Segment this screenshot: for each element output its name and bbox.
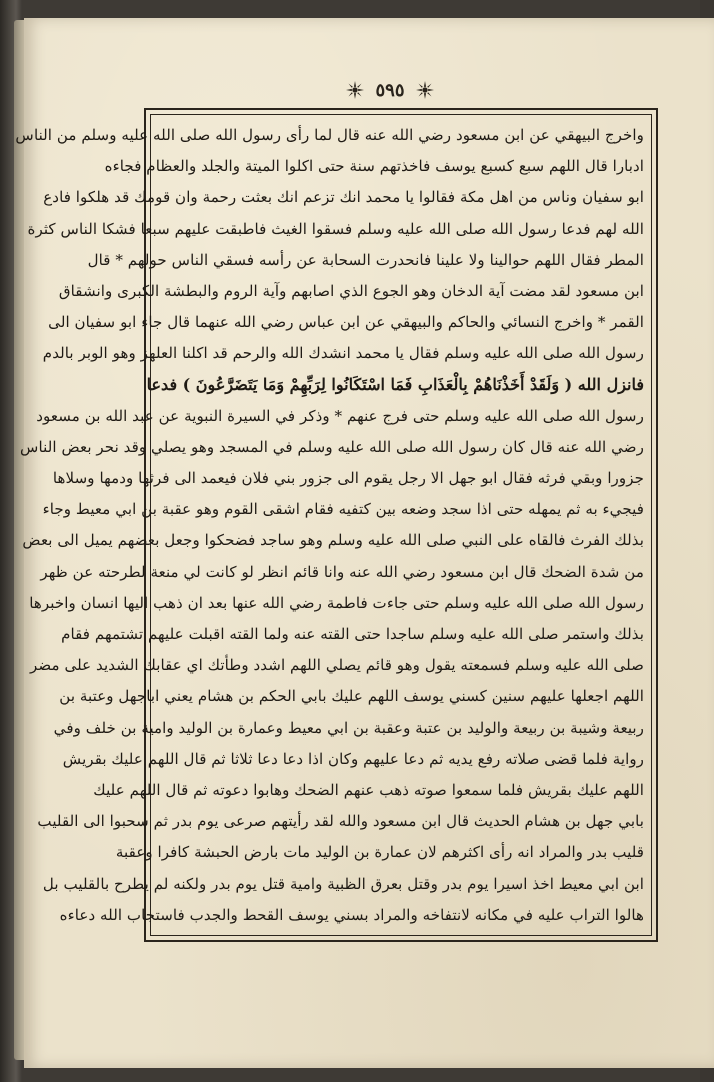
text-line: هالوا التراب عليه في مكانه لانتفاخه والمراد بسني يوسف القحط والجدب فاستجاب الله دعاءه	[59, 905, 644, 924]
text-line: رواية فلما قضى صلاته رفع يديه ثم دعا عليهم وكان اذا دعا دعا ثلاثا ثم قال اللهم عليك بقريش	[62, 749, 644, 768]
page-header	[330, 76, 450, 104]
text-line: ابن ابي معيط اخذ اسيرا يوم بدر وقتل بعرق الظبية وامية قتل يوم بدر ولكنه لم يطرح بالقليب بل	[42, 874, 644, 893]
text-line: ادبارا قال اللهم سبع كسبع يوسف فاخذتهم سنة حتى اكلوا الميتة والجلد والعظام فجاءه	[104, 157, 644, 176]
text-line: جزورا وبقي فرثه فقال ابو جهل الا رجل يقوم الى جزور بني فلان فيعمد الى فرثها ودمها وسلاها	[52, 469, 644, 488]
text-line: قليب بدر والمراد انه رأى اكثرهم لان عمارة بن الوليد مات بارض الحبشة كافرا وعقبة	[115, 843, 644, 862]
text-line: رضي الله عنه قال كان رسول الله صلى الله عليه وسلم في المسجد وهو يصلي وقد نحر بعض الناس	[20, 437, 644, 456]
text-line: ابو سفيان وناس من اهل مكة فقالوا يا محمد انك تزعم انك بعثت رحمة وان قومك قد هلكوا فادع	[43, 188, 644, 207]
text-line: ابن مسعود لقد مضت آية الدخان وهو الجوع الذي اصابهم وآية الروم والبطشة الكبرى وانشقاق	[58, 281, 644, 300]
text-line: واخرج البيهقي عن ابن مسعود رضي الله عنه قال لما رأى رسول الله صلى الله عليه وسلم من الناس	[15, 126, 644, 144]
text-line: رسول الله صلى الله عليه وسلم فقال يا محمد انشدك الله والرحم قد اكلنا العلهز وهو الوبر بالدم	[42, 344, 644, 363]
quran-verse-line: فانزل الله ( وَلَقَدْ أَخَذْنَاهُمْ بِالْعَذَابِ فَمَا اسْتَكَانُوا لِرَبِّهِمْ وَمَا يَتَضَرَّعُونَ ) فدعا	[146, 374, 644, 394]
text-line: صلى الله عليه وسلم فسمعته يقول وهو قائم يصلي اللهم اشدد وطأتك اي عقابك الشديد على مضر	[29, 656, 644, 675]
text-line: بابي جهل بن هشام الحديث قال ابن مسعود والله لقد رأيتهم صرعى يوم بدر ثم سحبوا الى القليب	[37, 812, 644, 831]
text-line: القمر * واخرج النسائي والحاكم والبيهقي عن ابن عباس رضي الله عنهما قال جاء ابو سفيان الى	[48, 313, 644, 332]
text-line: فيجيء به ثم يمهله حتى اذا سجد وضعه بين كتفيه فقام اشقى القوم وهو عقبة بن ابي معيط وجاء	[42, 500, 644, 519]
floral-ornament-icon	[345, 80, 365, 100]
text-line: ربيعة وشيبة بن ربيعة والوليد بن عتبة وعقبة بن ابي معيط وعمارة بن الوليد وامية بن خلف وفي	[53, 718, 644, 737]
text-line: بذلك واستمر صلى الله عليه وسلم ساجدا حتى القته عنه ولما القته اقبلت عليهم تشتمهم فقام	[61, 625, 644, 643]
text-line: المطر فقال اللهم حوالينا ولا علينا فانحدرت السحابة عن رأسه فسقي الناس حولهم * قال	[87, 250, 644, 269]
text-block	[15, 120, 644, 930]
text-line: الله لهم فدعا رسول الله صلى الله عليه وسلم فسقوا الغيث فاطبقت عليهم سبعا فشكا الناس كثرة	[27, 219, 644, 238]
text-line: رسول الله صلى الله عليه وسلم حتى فرج عنهم * وذكر في السيرة النبوية عن عبد الله بن مسعود	[36, 406, 644, 425]
text-line: اللهم اجعلها عليهم سنين كسني يوسف اللهم عليك بابي الحكم بن هشام يعني اباجهل وعتبة بن	[59, 687, 644, 706]
text-line: من شدة الضحك قال ابن مسعود رضي الله عنه وانا قائم انظر لو كانت لي منعة لطرحته عن ظهر	[40, 562, 644, 581]
text-line: اللهم عليك بقريش فلما سمعوا صوته ذهب عنهم الضحك وهابوا دعوته ثم قال اللهم عليك	[93, 780, 644, 799]
text-line: بذلك الفرث فالقاه على النبي صلى الله عليه وسلم وهو ساجد فضحكوا وجعل بعضهم يميل الى بعض	[22, 531, 644, 550]
floral-ornament-icon	[415, 80, 435, 100]
text-line: رسول الله صلى الله عليه وسلم حتى جاءت فاطمة رضي الله عنها بعد ان ذهب اليها انسان واخبرها	[29, 593, 644, 612]
page-number: ٥٩٥	[375, 79, 405, 101]
